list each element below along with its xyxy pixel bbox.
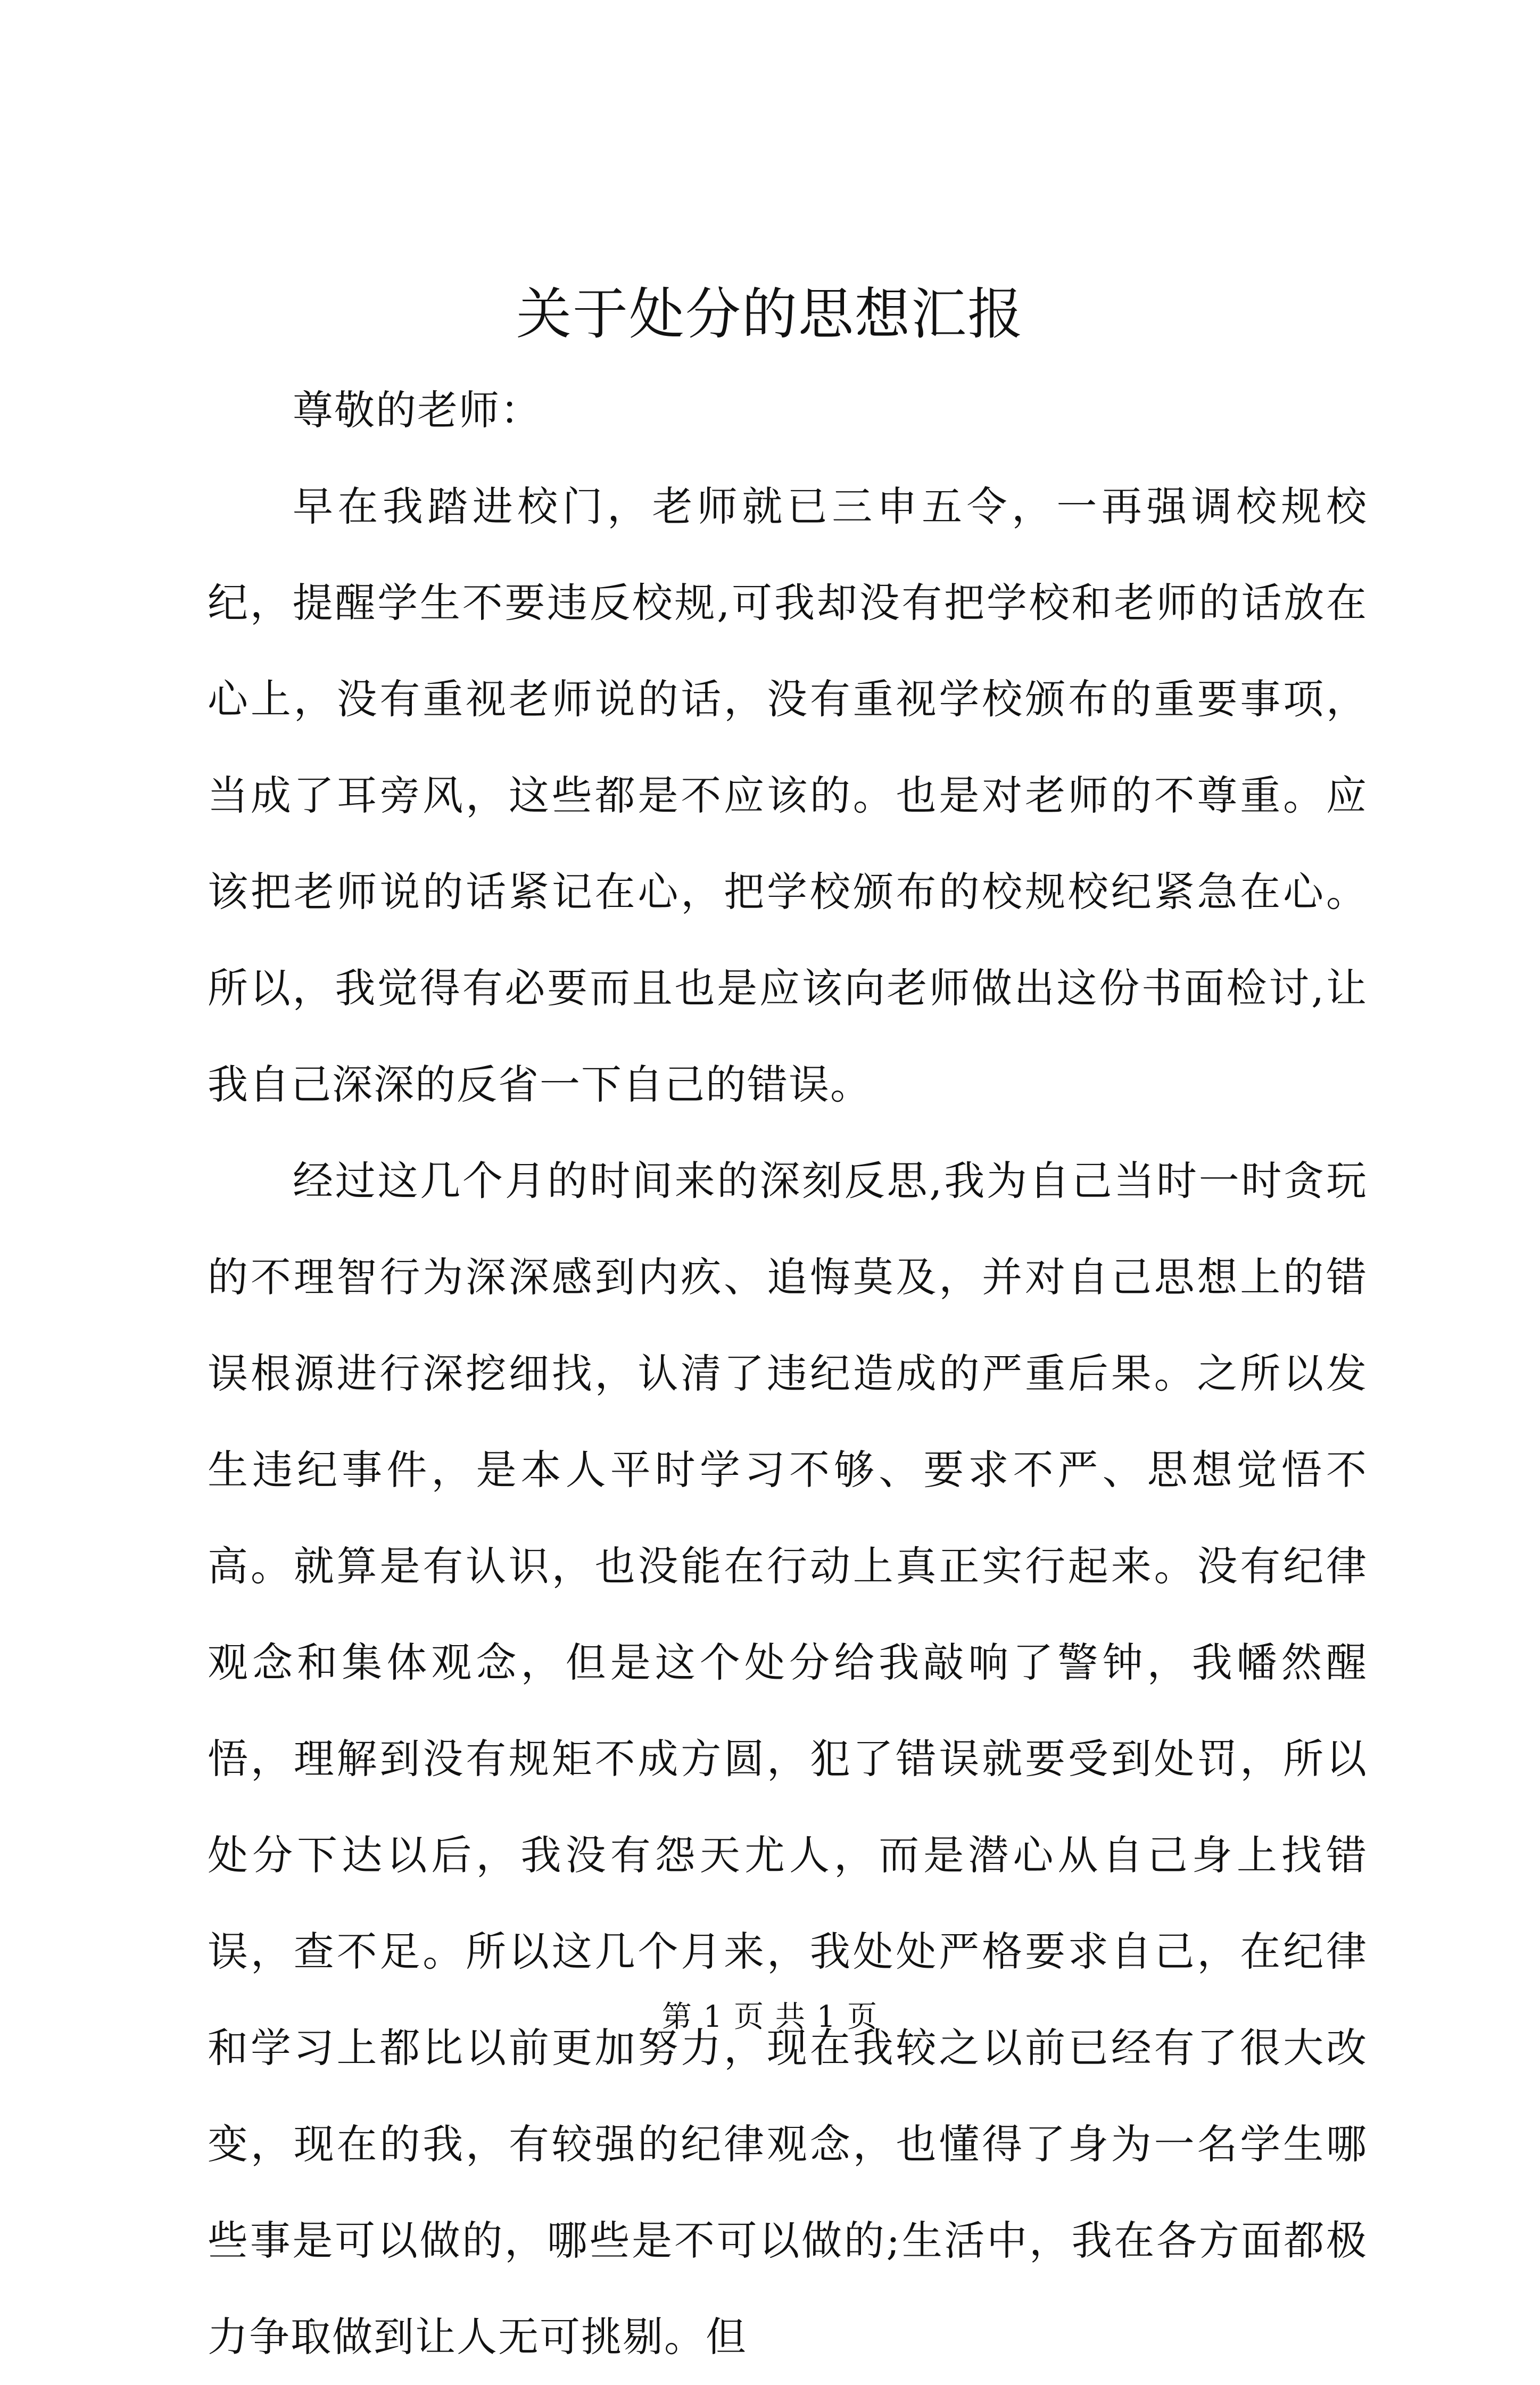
document-title: 关于处分的思想汇报 (516, 282, 1024, 346)
paragraph-1: 早在我踏进校门，老师就已三申五令，一再强调校规校纪，提醒学生不要违反校规,可我却没有把学校和老师的话放在心上，没有重视老师说的话，没有重视学校颁布的重要事项，当成了耳旁风，这些都是不应该的。也是对老师的不尊重。应该把老师说的话紧记在心，把学校颁布的校规校纪紧急在心。所以，我觉得有必要而且也是应该向老师做出这份书面检讨,让我自己深深的反省一下自己的错误。 (208, 483, 1368, 1108)
page-number-footer: 第 1 页 共 1 页 (661, 2000, 879, 2034)
salutation: 尊敬的老师： (293, 386, 542, 434)
document-body (208, 362, 1368, 2385)
paragraph-2: 经过这几个月的时间来的深刻反思,我为自己当时一时贪玩的不理智行为深深感到内疚、追悔莫及，并对自己思想上的错误根源进行深挖细找，认清了违纪造成的严重后果。之所以发生违纪事件，是本人平时学习不够、要求不严、思想觉悟不高。就算是有认识，也没能在行动上真正实行起来。没有纪律观念和集体观念，但是这个处分给我敲响了警钟，我幡然醒悟，理解到没有规矩不成方圆，犯了错误就要受到处罚，所以处分下达以后，我没有怨天尤人，而是潜心从自己身上找错误，查不足。所以这几个月来，我处处严格要求自己，在纪律和学习上都比以前更加努力，现在我较之以前已经有了很大改变，现在的我，有较强的纪律观念，也懂得了身为一名学生哪些事是可以做的，哪些是不可以做的;生活中，我在各方面都极力争取做到让人无可挑剔。但 (208, 1157, 1368, 2361)
